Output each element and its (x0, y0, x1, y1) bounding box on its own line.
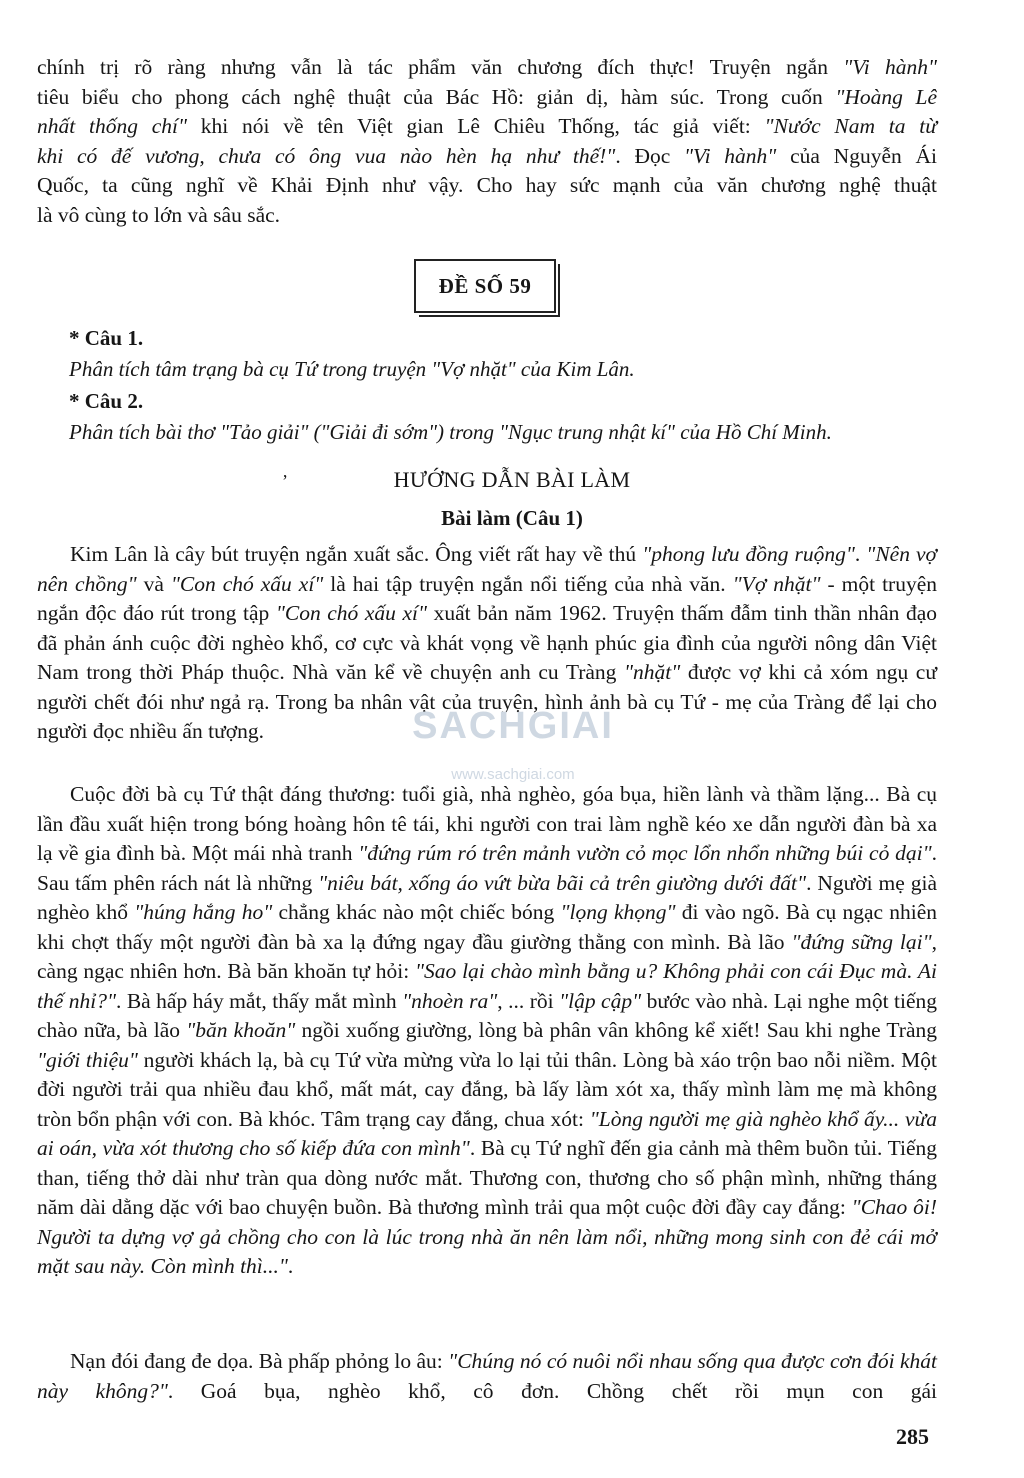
guide-heading: HƯỚNG DẪN BÀI LÀM (393, 467, 631, 492)
answer-paragraph-1: Kim Lân là cây bút truyện ngắn xuất sắc. Ông viết rất hay về thú "phong lưu đồng ruộng". "Nên vợ nên chồng" và "Con chó xấu xí" là hai tập truyện ngắn nổi tiếng của nhà văn. "Vợ nhặt" - một truyện ngắn độc đáo rút trong tập "Con chó xấu xí" xuất bản năm 1962. Truyện thấm đẫm tinh thần nhân đạo đã phản ánh cuộc đời nghèo khổ, cơ cực và khát vọng về hạnh phúc gia đình của người nông dân Việt Nam trong thời Pháp thuộc. Nhà văn kể về chuyện anh cu Tràng "nhặt" được vợ khi cả xóm ngụ cư người chết đói như ngả rạ. Trong ba nhân vật của truyện, hình ảnh bà cụ Tứ - mẹ của Tràng để lại cho người đọc nhiều ấn tượng. (37, 542, 938, 743)
question-1-prompt: Phân tích tâm trạng bà cụ Tứ trong truyện "Vợ nhặt" của Kim Lân. (69, 357, 635, 381)
intro-line: tiêu biểu cho phong cách nghệ thuật của Bác Hồ: giản dị, hàm súc. Trong cuốn "Hoàng Lê (37, 84, 937, 109)
intro-line: khi có đế vương, chưa có ông vua nào hèn hạ như thế!". Đọc "Vi hành" của Nguyễn Ái (37, 143, 937, 168)
question-2-label: * Câu 2. (69, 389, 144, 413)
intro-line: là vô cùng to lớn và sâu sắc. (37, 202, 281, 227)
exam-title: ĐỀ SỐ 59 (438, 273, 532, 298)
intro-paragraph (37, 53, 937, 230)
answer-paragraph-2: Cuộc đời bà cụ Tứ thật đáng thương: tuổi già, nhà nghèo, góa bụa, hiền lành và thầm lặng... Bà cụ lần đầu xuất hiện trong bóng hoàng hôn tê tái, khi người con trai làm nghề kéo xe dẫn người đàn bà xa lạ về gia đình bà. Một mái nhà tranh "đứng rúm ró trên mảnh vườn cỏ mọc lổn nhổn những búi cỏ dại". Sau tấm phên rách nát là những "niêu bát, xống áo vứt bừa bãi cả trên giường dưới đất". Người mẹ già nghèo khổ "húng hắng ho" chẳng khác nào một chiếc bóng "lọng khọng" đi vào ngõ. Bà cụ ngạc nhiên khi chợt thấy một người đàn bà xa lạ đứng ngay đầu giường thằng con mình. Bà lão "đứng sững lại", càng ngạc nhiên hơn. Bà băn khoăn tự hỏi: "Sao lại chào mình bằng u? Không phải con cái Đục mà. Ai thế nhỉ?". Bà hấp háy mắt, thấy mắt mình "nhoèn ra", ... rồi "lập cập" bước vào nhà. Lại nghe một tiếng chào nữa, bà lão "băn khoăn" ngồi xuống giường, lòng bà phân vân không kể xiết! Sau khi nghe Tràng "giới thiệu" người khách lạ, bà cụ Tứ vừa mừng vừa lo lại tủi thân. Lòng bà xáo trộn bao nỗi niềm. Một đời người trải qua nhiều đau khổ, mất mát, cay đắng, bà lấy làm xót xa, thấy mình làm mẹ mà không tròn bổn phận với con. Bà khóc. Tâm trạng cay đắng, chua xót: "Lòng người mẹ già nghèo khổ ấy... vừa ai oán, vừa xót thương cho số kiếp đứa con mình". Bà cụ Tứ nghĩ đến gia cảnh mà thêm buồn tủi. Tiếng than, tiếng thở dài như tràn qua dòng nước mắt. Thương con, thương cho số phận mình, những tháng năm dài dằng dặc với bao chuyện buồn. Bà thương mình trải qua một cuộc đời đầy cay đắng: "Chao ôi! Người ta dựng vợ gả chồng cho con là lúc trong nhà ăn nên làm nổi, những mong sinh con đẻ cái mở mặt sau này. Còn mình thì...". (37, 782, 938, 1278)
answer-paragraph-3: Nạn đói đang đe dọa. Bà phấp phỏng lo âu: "Chúng nó có nuôi nổi nhau sống qua được cơn đói khát này không?". Goá bụa, nghèo khổ, cô đơn. Chồng chết rồi mụn con gái (37, 1349, 937, 1403)
watermark (398, 706, 628, 796)
watermark-logo: SACHGIAI (412, 705, 614, 747)
exam-title-box (414, 259, 556, 313)
question-2-prompt: Phân tích bài thơ "Tảo giải" ("Giải đi sớm") trong "Ngục trung nhật kí" của Hồ Chí Minh. (69, 420, 832, 444)
page-number: 285 (896, 1424, 929, 1449)
intro-line: chính trị rõ ràng nhưng vẫn là tác phẩm văn chương đích thực! Truyện ngắn "Vi hành" (37, 55, 937, 79)
question-1-label: * Câu 1. (69, 326, 144, 350)
answer-subheading: Bài làm (Câu 1) (441, 506, 583, 530)
watermark-url: www.sachgiai.com (451, 766, 575, 783)
intro-line: Quốc, ta cũng nghĩ về Khải Định như vậy. Cho hay sức mạnh của văn chương nghệ thuật (37, 173, 937, 197)
stray-mark: ʼ (282, 471, 288, 491)
intro-line: nhất thống chí" khi nói về tên Việt gian Lê Chiêu Thống, tác giả viết: "Nước Nam ta từ (37, 114, 937, 138)
